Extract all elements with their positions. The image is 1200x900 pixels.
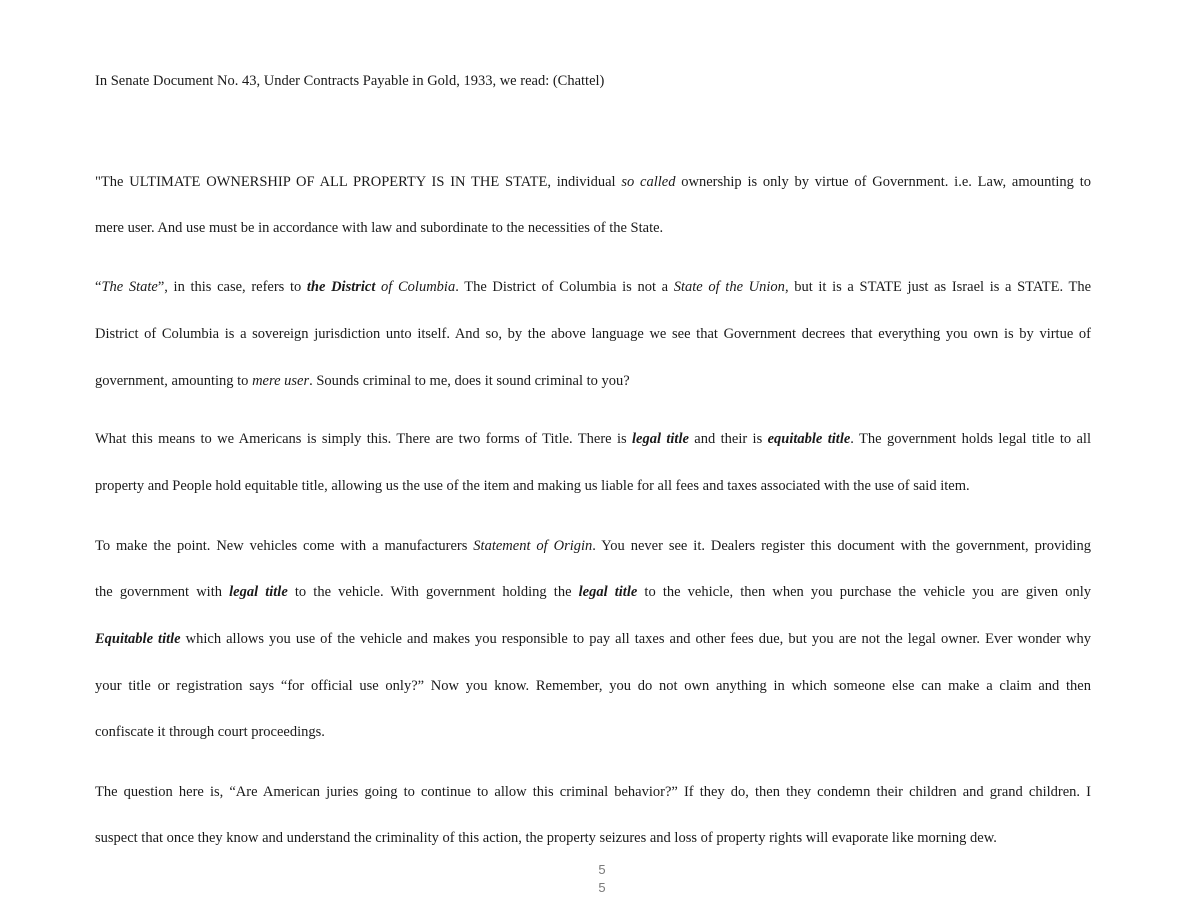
- paragraph-1-line-1: [95, 173, 1091, 191]
- paragraph-1-line-2: mere user. And use must be in accordance with law and subordinate to the necessities of the State.: [95, 220, 664, 236]
- bold-italic-run: legal title: [229, 584, 288, 600]
- bold-italic-run: legal title: [632, 431, 689, 447]
- paragraph-2-line-3: [95, 372, 630, 390]
- paragraph-2-line-1: [95, 278, 1091, 296]
- paragraph-4-line-4: your title or registration says “for official use only?” Now you know. Remember, you do not own anything in which someone else can make a claim and then: [95, 678, 1091, 694]
- intro-line: In Senate Document No. 43, Under Contracts Payable in Gold, 1933, we read: (Chattel): [95, 73, 605, 89]
- bold-italic-run: Equitable title: [95, 631, 181, 647]
- paragraph-4-line-2: [95, 583, 1091, 601]
- text-run: . Sounds criminal to me, does it sound criminal to you?: [309, 373, 630, 389]
- text-run: , but it is a STATE just as Israel is a STATE. The: [784, 279, 1091, 295]
- italic-run: so called: [621, 174, 676, 190]
- paragraph-3-line-2: property and People hold equitable title, allowing us the use of the item and making us liable for all fees and taxes associated with the use of said item.: [95, 478, 970, 494]
- text-run: "The ULTIMATE OWNERSHIP OF ALL PROPERTY IS IN THE STATE, individual: [95, 174, 622, 190]
- italic-run: Statement of Origin: [473, 538, 593, 554]
- italic-run: mere user: [252, 373, 310, 389]
- page-number-bottom: 5: [598, 880, 606, 895]
- page-number-top: 5: [598, 862, 606, 877]
- paragraph-4-line-1: [95, 537, 1091, 555]
- text-run: government, amounting to: [95, 373, 253, 389]
- text-run: to the vehicle. With government holding the: [287, 584, 579, 600]
- bold-italic-run: legal title: [578, 584, 638, 600]
- paragraph-3-line-1: [95, 430, 1091, 448]
- text-run: the government with: [95, 584, 230, 600]
- text-run: ownership is only by virtue of Government. i.e. Law, amounting to: [675, 174, 1092, 190]
- text-run: To make the point. New vehicles come with a manufacturers: [95, 538, 474, 554]
- italic-run: of Columbia: [375, 279, 456, 295]
- text-run: . You never see it. Dealers register this document with the government, providing: [592, 538, 1091, 554]
- text-run: and their is: [688, 431, 768, 447]
- text-run: . The government holds legal title to all: [850, 431, 1091, 447]
- bold-italic-run: equitable title: [767, 431, 851, 447]
- text-run: to the vehicle, then when you purchase the vehicle you are given only: [637, 584, 1091, 600]
- paragraph-4-line-5: confiscate it through court proceedings.: [95, 724, 325, 740]
- italic-run: State of the Union: [673, 279, 785, 295]
- paragraph-5-line-2: suspect that once they know and understand the criminality of this action, the property seizures and loss of property rights will evaporate like morning dew.: [95, 830, 997, 846]
- text-run: . The District of Columbia is not a: [455, 279, 674, 295]
- text-run: What this means to we Americans is simply this. There are two forms of Title. There is: [95, 431, 632, 447]
- bold-italic-run: the District: [306, 279, 376, 295]
- text-run: which allows you use of the vehicle and makes you responsible to pay all taxes and other fees due, but you are not the legal owner. Ever wonder why: [180, 631, 1091, 647]
- italic-run: The State: [101, 279, 158, 295]
- paragraph-5-line-1: The question here is, “Are American juries going to continue to allow this criminal behavior?” If they do, then they condemn their children and grand children. I: [95, 784, 1091, 800]
- paragraph-4-line-3: [95, 630, 1091, 648]
- text-run: “: [95, 279, 102, 295]
- text-run: ”, in this case, refers to: [157, 279, 307, 295]
- paragraph-2-line-2: District of Columbia is a sovereign jurisdiction unto itself. And so, by the above language we see that Government decrees that everything you own is by virtue of: [95, 326, 1091, 342]
